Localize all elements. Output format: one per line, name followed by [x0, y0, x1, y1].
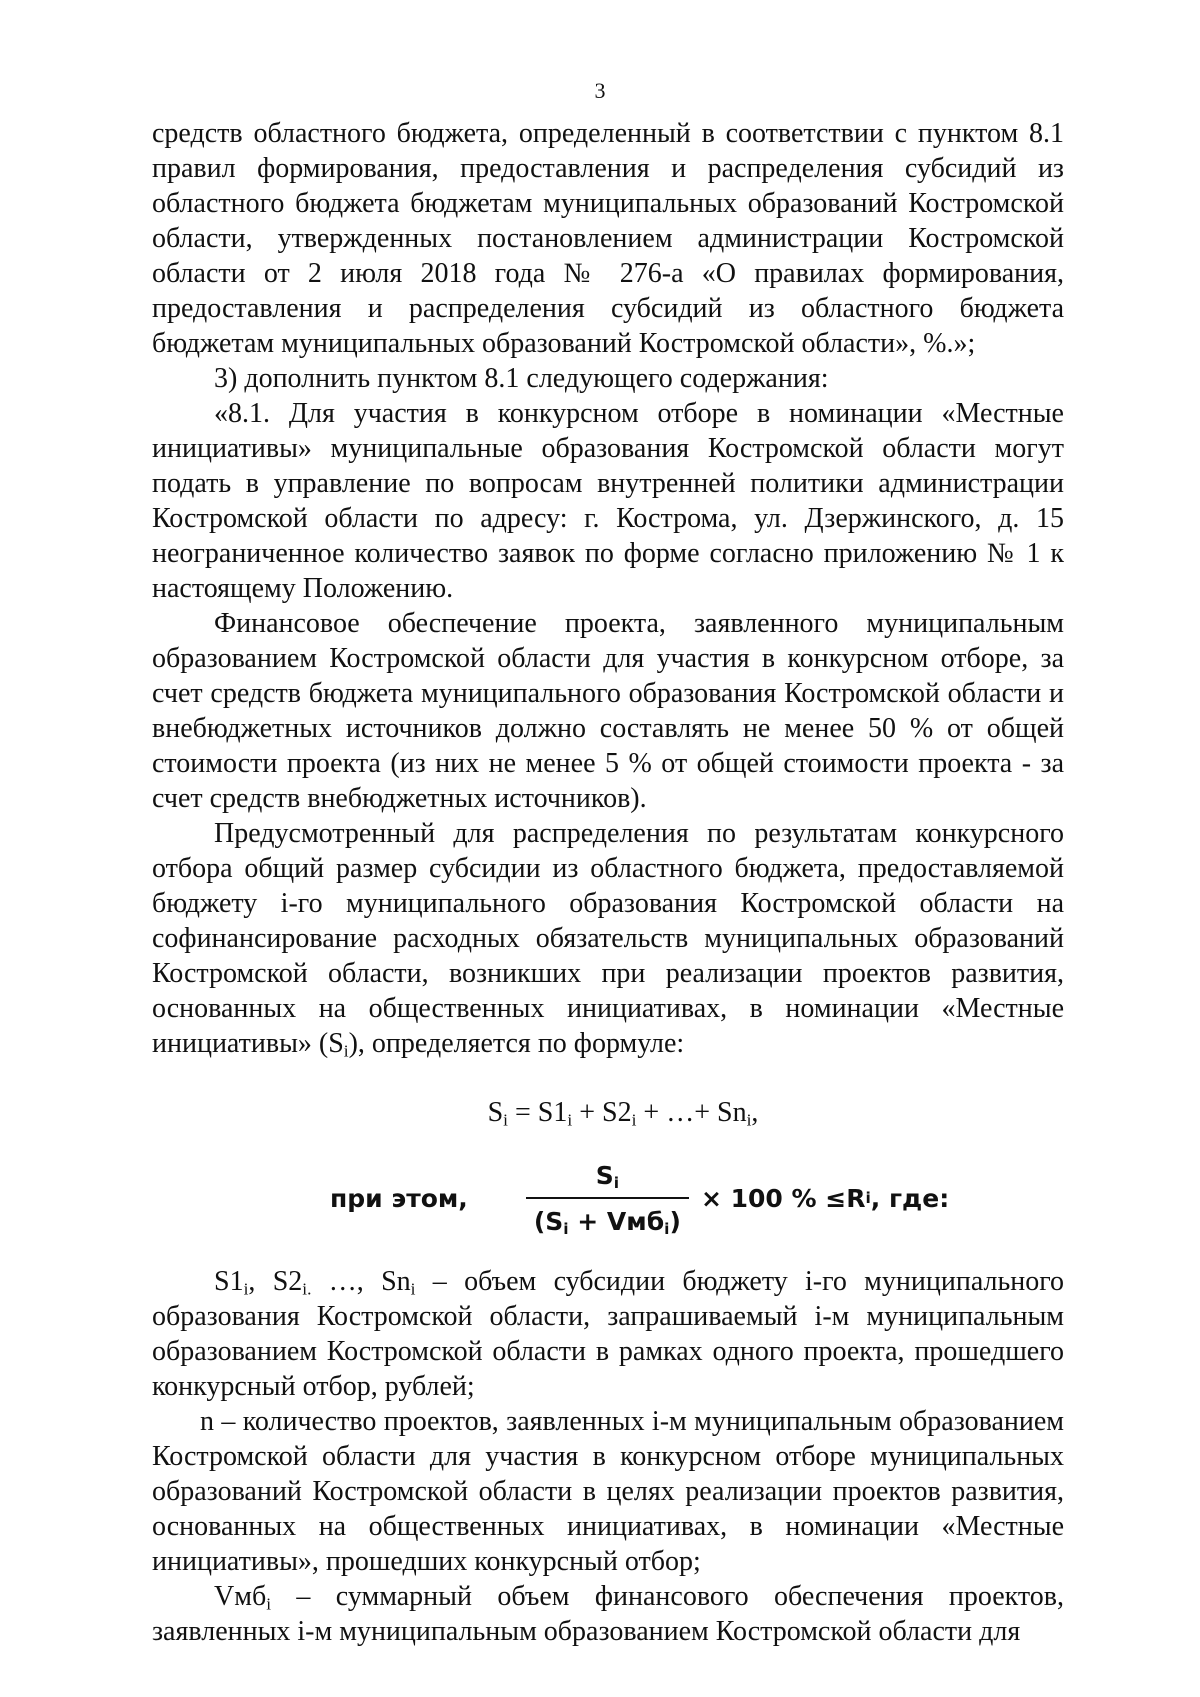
paragraph-5 [152, 816, 1064, 1061]
formula-r: R [846, 1183, 866, 1213]
paragraph-2: 3) дополнить пунктом 8.1 следующего содержания: [214, 363, 829, 394]
formula-times: × 100 % ≤ [700, 1183, 847, 1213]
paragraph-4: Финансовое обеспечение проекта, заявленного муниципальным образованием Костромской области для участия в конкурсном отборе, за счет средств бюджета муниципального образования Костромской области и внебюджетных источников должно составлять не менее 50 % от общей стоимости проекта (из них не менее 5 % от общей стоимости проекта - за счет средств внебюджетных источников). [152, 608, 1064, 814]
s-index: i [343, 1041, 349, 1061]
formula-condition-label: при этом, [330, 1183, 468, 1213]
formula-condition: при этом, $\frac{S_i}{(S_i + Vмб_i)}$ × 100 % ≤ R i , где: [152, 1152, 1064, 1244]
definition-s: $S1_i$, $S2_{i.}$ …, $Sn_i$ – объем субсидии бюджету i-го муниципального образования Костромской области, запрашиваемый i-м муниципальным образованием Костромской области в рамках одного проекта, прошедшего конкурсный отбор, рублей; [152, 1266, 1065, 1402]
paragraph-1: средств областного бюджета, определенный в соответствии с пунктом 8.1 правил формирования, предоставления и распределения субсидий из областного бюджета бюджетам муниципальных образований Костромской области, утвержденных постановлением администрации Костромской области от 2 июля 2018 года № 276-а «О правилах формирования, предоставления и распределения субсидий из областного бюджета бюджетам муниципальных образований Костромской области», %.»; [152, 118, 1064, 359]
fraction-numerator: $S_i$ [595, 1160, 620, 1192]
page-number: 3 [594, 78, 606, 103]
formula-where: , где: [870, 1183, 950, 1213]
paragraph-5-text: Предусмотренный для распределения по результатам конкурсного отбора общий размер субсидии из областного бюджета, предоставляемой бюджету i-го муниципального образования Костромской области на софинансирование расходных обязательств муниципальных образований Костромской области, возникших при реализации проектов развития, основанных на общественных инициативах, в номинации «Местные инициативы» (S [152, 818, 1064, 1059]
definition-n: n – количество проектов, заявленных i-м муниципальным образованием Костромской области для участия в конкурсном отборе муниципальных образований Костромской области в целях реализации проектов развития, основанных на общественных инициативах, в номинации «Местные инициативы», прошедших конкурсный отбор; [152, 1406, 1064, 1577]
paragraph-5-tail: ), определяется по формуле: [348, 1028, 685, 1059]
paragraph-3: «8.1. Для участия в конкурсном отборе в номинации «Местные инициативы» муниципальные образования Костромской области могут подать в управление по вопросам внутренней политики администрации Костромской области по адресу: г. Кострома, ул. Дзержинского, д. 15 неограниченное количество заявок по форме согласно приложению № 1 к настоящему Положению. [152, 398, 1064, 604]
definition-vmb: Vмб$_i$ – суммарный объем финансового обеспечения проектов, заявленных i-м муниципальным образованием Костромской области для [152, 1581, 1064, 1647]
fraction-denominator: $(S_i + Vмб_i)$ [526, 1197, 689, 1239]
formula-sum: $S_i = S1_i + S2_i$ + …+ $Sn_i$, [487, 1097, 759, 1130]
document-body [152, 116, 1064, 1649]
formula-fraction [526, 1158, 689, 1239]
